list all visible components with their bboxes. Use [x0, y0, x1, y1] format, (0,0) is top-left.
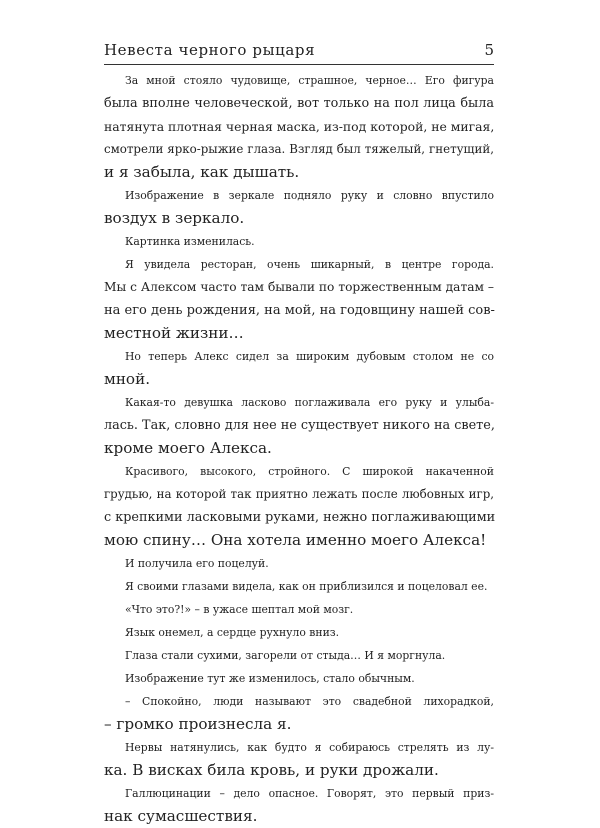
- page-number: 5: [484, 41, 494, 59]
- text-line: местной жизни…: [104, 324, 244, 342]
- text-line: «Что это?!» – в ужасе шептал мой мозг.: [125, 603, 354, 616]
- paragraph: [104, 690, 494, 736]
- text-line: мной.: [104, 370, 151, 388]
- text-line: – громко произнесла я.: [104, 715, 292, 733]
- text-line: воздух в зеркало.: [104, 209, 245, 227]
- text-line: Глаза стали сухими, загорели от стыда… И я моргнула.: [125, 649, 446, 662]
- paragraph: [104, 184, 494, 230]
- paragraph: [104, 621, 494, 644]
- text-line: натянута плотная черная маска, из-под которой, не мигая,: [104, 119, 495, 134]
- text-line: Изображение тут же изменилось, стало обычным.: [125, 672, 415, 685]
- text-line: Галлюцинации – дело опасное. Говорят, это первый приз-: [125, 787, 494, 800]
- text-line: Нервы натянулись, как будто я собираюсь стрелять из лу-: [125, 741, 494, 754]
- text-line: Какая-то девушка ласково поглаживала его руку и улыба-: [125, 396, 494, 409]
- running-head: [104, 40, 494, 60]
- paragraph: [104, 598, 494, 621]
- text-line: И получила его поцелуй.: [125, 557, 269, 570]
- text-line: Красивого, высокого, стройного. С широкой накаченной: [125, 465, 494, 478]
- text-line: Картинка изменилась.: [125, 235, 255, 248]
- paragraph: [104, 644, 494, 667]
- paragraph: [104, 391, 494, 460]
- text-line: мою спину… Она хотела именно моего Алекса!: [104, 531, 487, 549]
- paragraph: [104, 667, 494, 690]
- header-rule: [104, 64, 494, 65]
- body-text: [104, 69, 494, 828]
- text-line: Язык онемел, а сердце рухнуло вниз.: [125, 626, 340, 639]
- paragraph: [104, 230, 494, 253]
- text-line: нак сумасшествия.: [104, 807, 258, 825]
- paragraph: [104, 575, 494, 598]
- text-line: Мы с Алексом часто там бывали по торжественным датам –: [104, 280, 494, 294]
- text-line: ка. В висках била кровь, и руки дрожали.: [104, 761, 439, 779]
- paragraph: [104, 736, 494, 782]
- text-line: кроме моего Алекса.: [104, 439, 272, 457]
- text-line: За мной стояло чудовище, страшное, черное… Его фигура: [125, 74, 494, 87]
- text-line: и я забыла, как дышать.: [104, 163, 300, 181]
- text-line: с крепкими ласковыми руками, нежно поглаживающими: [104, 510, 496, 525]
- text-line: Я своими глазами видела, как он приблизился и поцеловал ее.: [125, 580, 488, 593]
- paragraph: [104, 253, 494, 345]
- text-line: Я увидела ресторан, очень шикарный, в центре города.: [125, 258, 494, 271]
- paragraph: [104, 460, 494, 552]
- text-line: лась. Так, словно для нее не существует никого на свете,: [104, 418, 495, 433]
- text-line: Но теперь Алекс сидел за широким дубовым столом не со: [125, 350, 494, 363]
- text-line: на его день рождения, на мой, на годовщину нашей сов-: [104, 303, 495, 318]
- paragraph: [104, 69, 494, 184]
- text-line: грудью, на которой так приятно лежать после любовных игр,: [104, 487, 494, 501]
- text-line: Изображение в зеркале подняло руку и словно впустило: [125, 189, 494, 202]
- text-line: – Спокойно, люди называют это свадебной лихорадкой,: [125, 695, 494, 708]
- text-line: смотрели ярко-рыжие глаза. Взгляд был тяжелый, гнетущий,: [104, 142, 494, 156]
- paragraph: [104, 345, 494, 391]
- running-title: Невеста черного рыцаря: [104, 41, 316, 59]
- paragraph: [104, 552, 494, 575]
- text-line: была вполне человеческой, вот только на пол лица была: [104, 96, 494, 111]
- paragraph: [104, 782, 494, 828]
